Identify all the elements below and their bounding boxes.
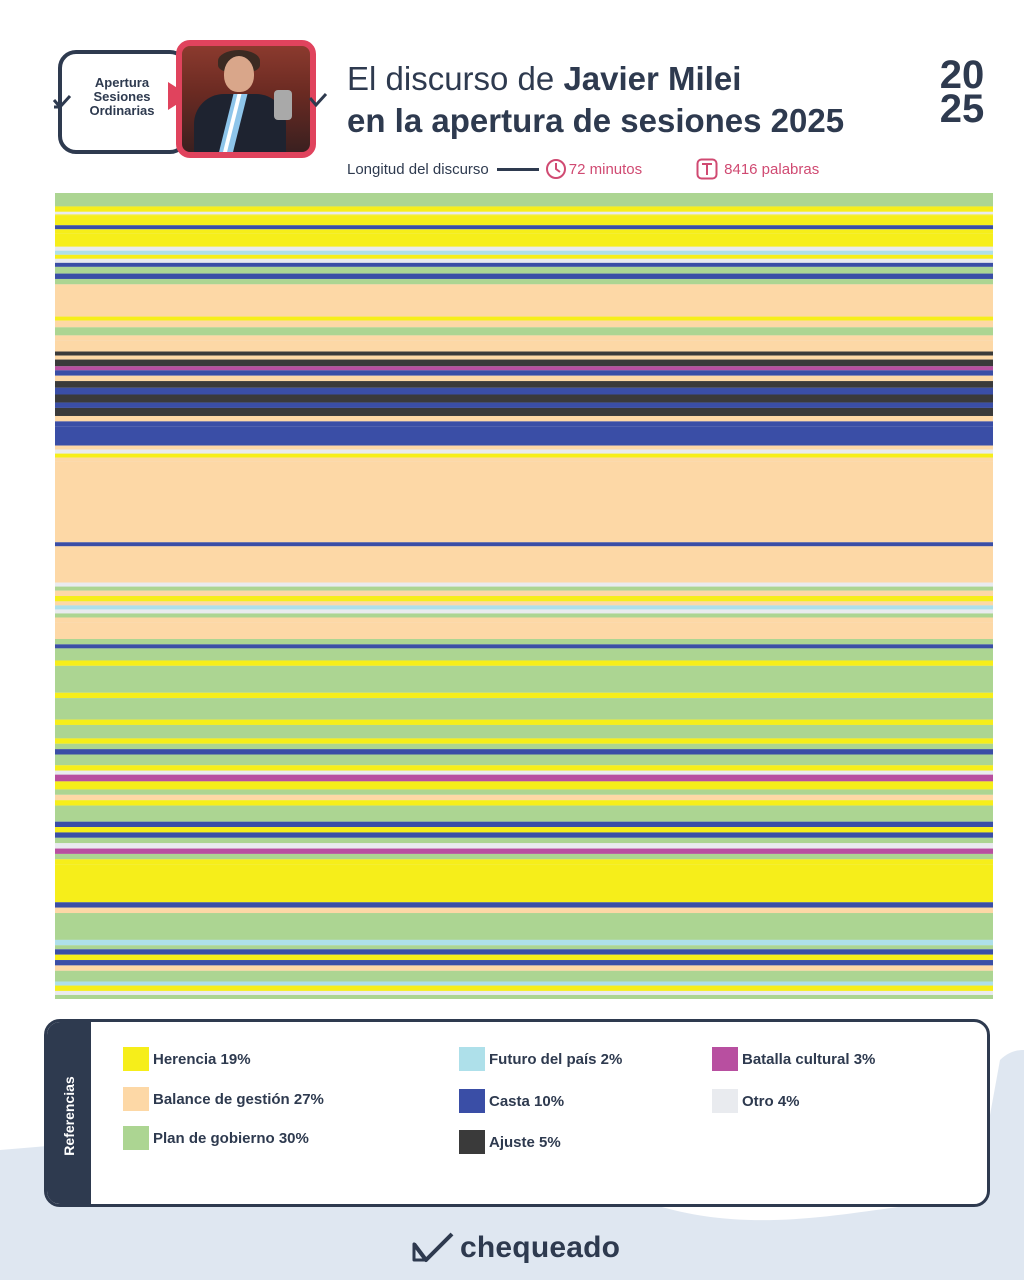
legend-swatch — [459, 1047, 485, 1071]
speech-words: 8416 palabras — [724, 160, 820, 178]
speech-segment-herencia — [55, 454, 993, 458]
legend-item-batalla — [712, 1046, 875, 1072]
check-logo-icon — [52, 94, 72, 110]
speech-segment-plan — [55, 327, 993, 335]
legend-swatch — [459, 1130, 485, 1154]
speech-timeline-chart — [55, 193, 993, 999]
legend-title: Referencias — [61, 1076, 77, 1156]
year-label: 20 25 — [939, 53, 985, 131]
clock-icon — [545, 158, 567, 180]
legend-label: Futuro del país 2% — [489, 1050, 623, 1068]
legend-label: Balance de gestión 27% — [153, 1090, 324, 1108]
legend-item-otro — [712, 1088, 800, 1114]
legend-swatch — [123, 1087, 149, 1111]
speech-segment-plan — [55, 971, 993, 982]
page-title: El discurso de Javier Milei en la apertura de sesiones 2025 — [347, 60, 845, 139]
legend-item-plan — [123, 1125, 309, 1151]
speech-minutes: 72 minutos — [568, 160, 643, 178]
event-badge — [50, 36, 330, 166]
legend-swatch — [712, 1089, 738, 1113]
timeline-svg — [55, 193, 993, 999]
speech-meta — [347, 156, 819, 182]
speech-segment-casta — [55, 822, 993, 827]
speaker-name: Javier Milei — [563, 60, 742, 97]
legend-label: Otro 4% — [742, 1092, 800, 1110]
legend-item-ajuste — [459, 1129, 561, 1155]
legend-label: Ajuste 5% — [489, 1133, 561, 1151]
legend-label: Plan de gobierno 30% — [153, 1129, 309, 1147]
legend-item-casta — [459, 1088, 564, 1114]
speech-segment-herencia — [55, 214, 993, 215]
title-event: en la apertura de sesiones 2025 — [347, 102, 845, 139]
speaker-photo — [176, 40, 316, 158]
chequeado-logo-icon — [410, 1230, 456, 1266]
legend-swatch — [123, 1047, 149, 1071]
legend-item-balance — [123, 1086, 324, 1112]
text-icon — [696, 158, 718, 180]
legend-tab — [47, 1022, 91, 1204]
brand-logo — [410, 1226, 620, 1270]
length-label: Longitud del discurso — [347, 160, 489, 178]
legend-swatch — [459, 1089, 485, 1113]
legend-item-futuro — [459, 1046, 622, 1072]
badge-label: Apertura Sesiones Ordinarias — [89, 75, 155, 118]
legend-label: Batalla cultural 3% — [742, 1050, 876, 1068]
legend — [44, 1019, 990, 1207]
brand-name: chequeado — [460, 1231, 621, 1264]
legend-swatch — [123, 1126, 149, 1150]
check-logo-icon — [308, 92, 328, 108]
legend-label: Herencia 19% — [153, 1050, 251, 1068]
legend-swatch — [712, 1047, 738, 1071]
length-line — [497, 168, 539, 171]
speech-segment-otro — [55, 212, 993, 215]
legend-label: Casta 10% — [489, 1092, 565, 1110]
legend-item-herencia — [123, 1046, 251, 1072]
